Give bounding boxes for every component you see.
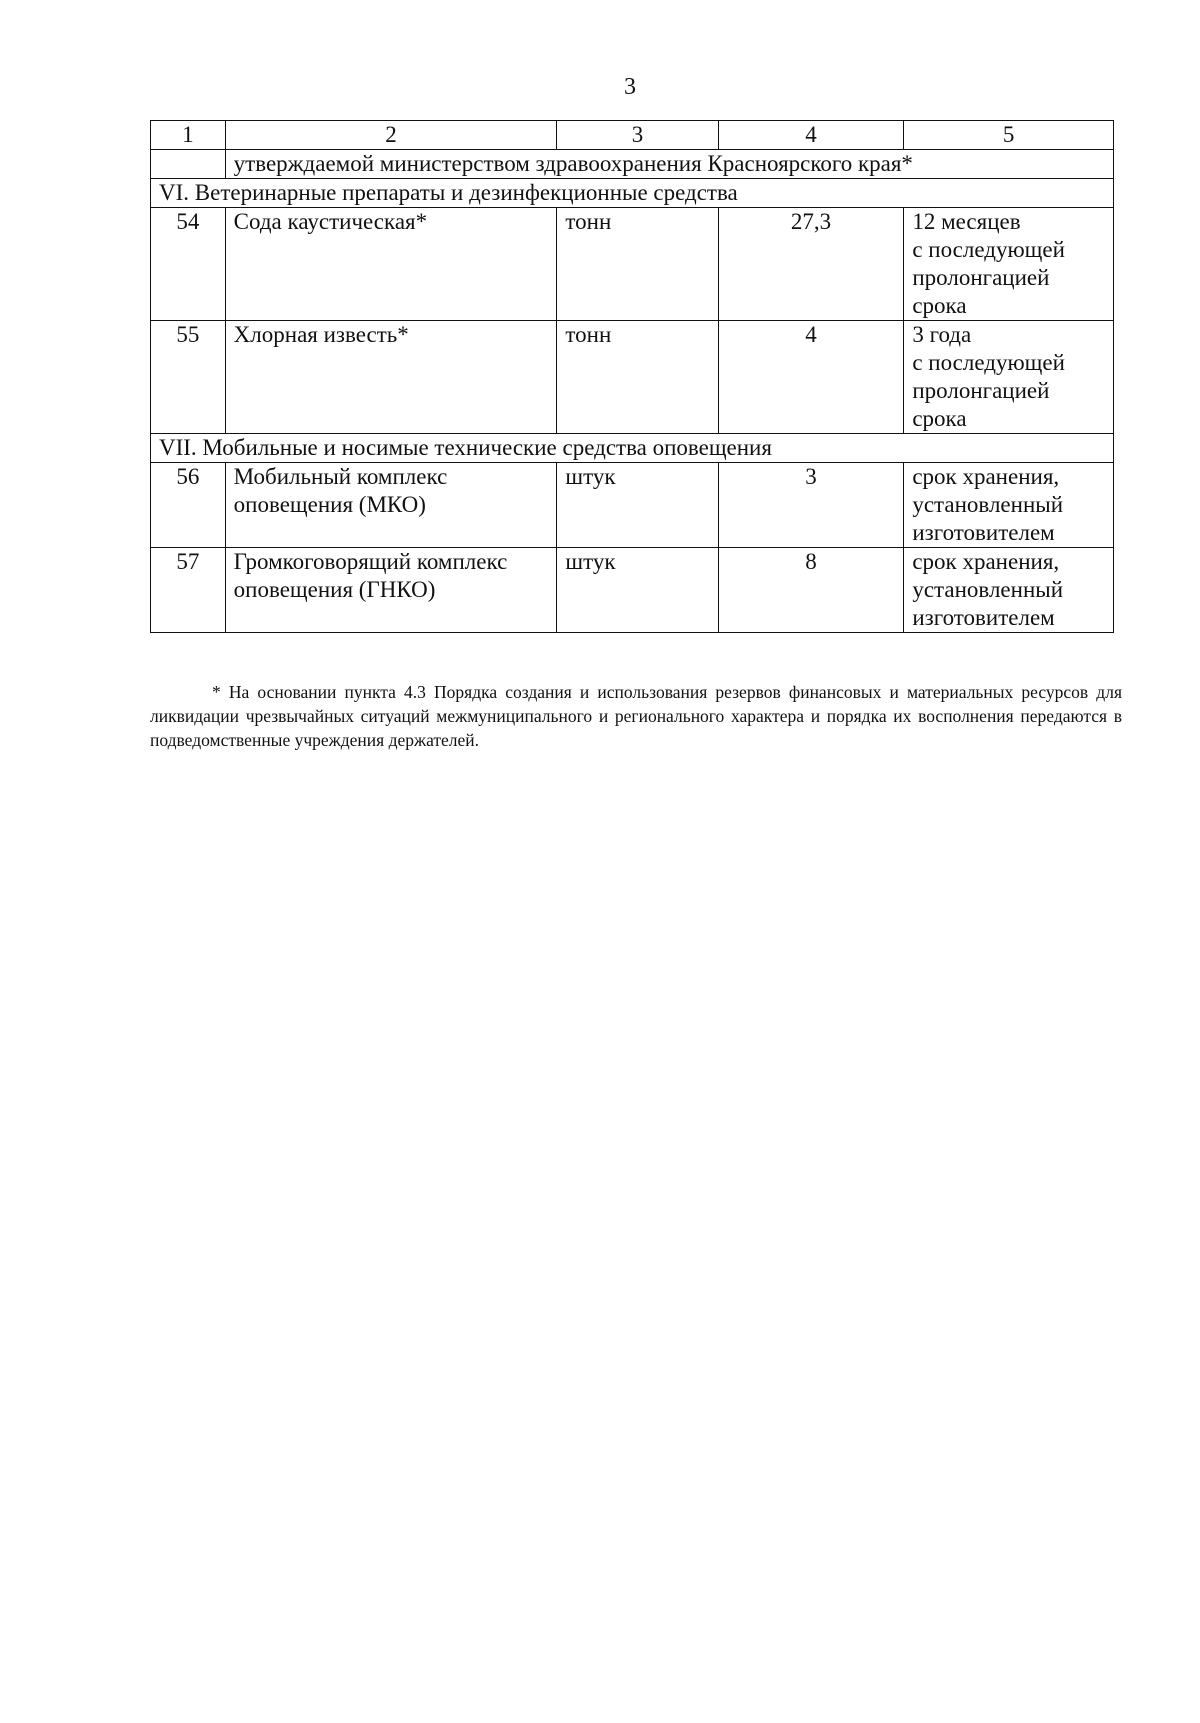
empty-cell bbox=[151, 150, 226, 179]
section-row-vii bbox=[151, 434, 1114, 463]
item-unit: штук bbox=[557, 463, 718, 548]
name-line: оповещения (МКО) bbox=[233, 492, 426, 517]
item-storage-term bbox=[904, 321, 1114, 434]
item-unit: тонн bbox=[557, 208, 718, 321]
item-name: Хлорная известь* bbox=[225, 321, 557, 434]
term-line: установленный bbox=[912, 577, 1064, 602]
item-name: Сода каустическая* bbox=[225, 208, 557, 321]
header-col-4: 4 bbox=[718, 121, 904, 150]
footnote: * На основании пункта 4.3 Порядка создания и использования резервов финансовых и материальных ресурсов для ликвидации чрезвычайных ситуаций межмуниципального и регионального характера и порядка их восполнения передаются в подведомственные учреждения держателей. bbox=[150, 682, 1122, 750]
item-quantity: 3 bbox=[718, 463, 904, 548]
table-row-57 bbox=[151, 548, 1114, 633]
row-number: 56 bbox=[151, 463, 226, 548]
term-line: с последующей bbox=[912, 350, 1065, 375]
name-line: оповещения (ГНКО) bbox=[233, 577, 436, 602]
table-row-54 bbox=[151, 208, 1114, 321]
row-number: 57 bbox=[151, 548, 226, 633]
term-line: с последующей bbox=[912, 237, 1065, 262]
table-row-56 bbox=[151, 463, 1114, 548]
section-title-vii: VII. Мобильные и носимые технические средства оповещения bbox=[151, 434, 1114, 463]
section-title-vi: VI. Ветеринарные препараты и дезинфекционные средства bbox=[151, 179, 1114, 208]
table-row-55 bbox=[151, 321, 1114, 434]
reserve-table bbox=[150, 120, 1114, 633]
term-line: изготовителем bbox=[912, 605, 1055, 630]
name-line: Громкоговорящий комплекс bbox=[233, 549, 508, 574]
term-line: срока bbox=[912, 406, 967, 431]
header-col-5: 5 bbox=[904, 121, 1114, 150]
term-line: установленный bbox=[912, 492, 1064, 517]
header-col-3: 3 bbox=[557, 121, 718, 150]
row-number: 55 bbox=[151, 321, 226, 434]
continuation-row bbox=[151, 150, 1114, 179]
item-name bbox=[225, 463, 557, 548]
name-line: Мобильный комплекс bbox=[233, 464, 448, 489]
term-line: пролонгацией bbox=[912, 378, 1050, 403]
term-line: пролонгацией bbox=[912, 265, 1050, 290]
term-line: срок хранения, bbox=[912, 549, 1060, 574]
item-quantity: 8 bbox=[718, 548, 904, 633]
item-name bbox=[225, 548, 557, 633]
term-line: срок хранения, bbox=[912, 464, 1060, 489]
header-col-1: 1 bbox=[151, 121, 226, 150]
table-header-row bbox=[151, 121, 1114, 150]
item-quantity: 27,3 bbox=[718, 208, 904, 321]
term-line: срока bbox=[912, 293, 967, 318]
term-line: 3 года bbox=[912, 322, 972, 347]
item-unit: тонн bbox=[557, 321, 718, 434]
term-line: изготовителем bbox=[912, 520, 1055, 545]
row-number: 54 bbox=[151, 208, 226, 321]
continuation-text: утверждаемой министерством здравоохранения Красноярского края* bbox=[225, 150, 1113, 179]
section-row-vi bbox=[151, 179, 1114, 208]
term-line: 12 месяцев bbox=[912, 209, 1021, 234]
item-storage-term bbox=[904, 208, 1114, 321]
item-storage-term bbox=[904, 548, 1114, 633]
header-col-2: 2 bbox=[225, 121, 557, 150]
page-number: 3 bbox=[624, 74, 636, 100]
item-unit: штук bbox=[557, 548, 718, 633]
item-storage-term bbox=[904, 463, 1114, 548]
item-quantity: 4 bbox=[718, 321, 904, 434]
